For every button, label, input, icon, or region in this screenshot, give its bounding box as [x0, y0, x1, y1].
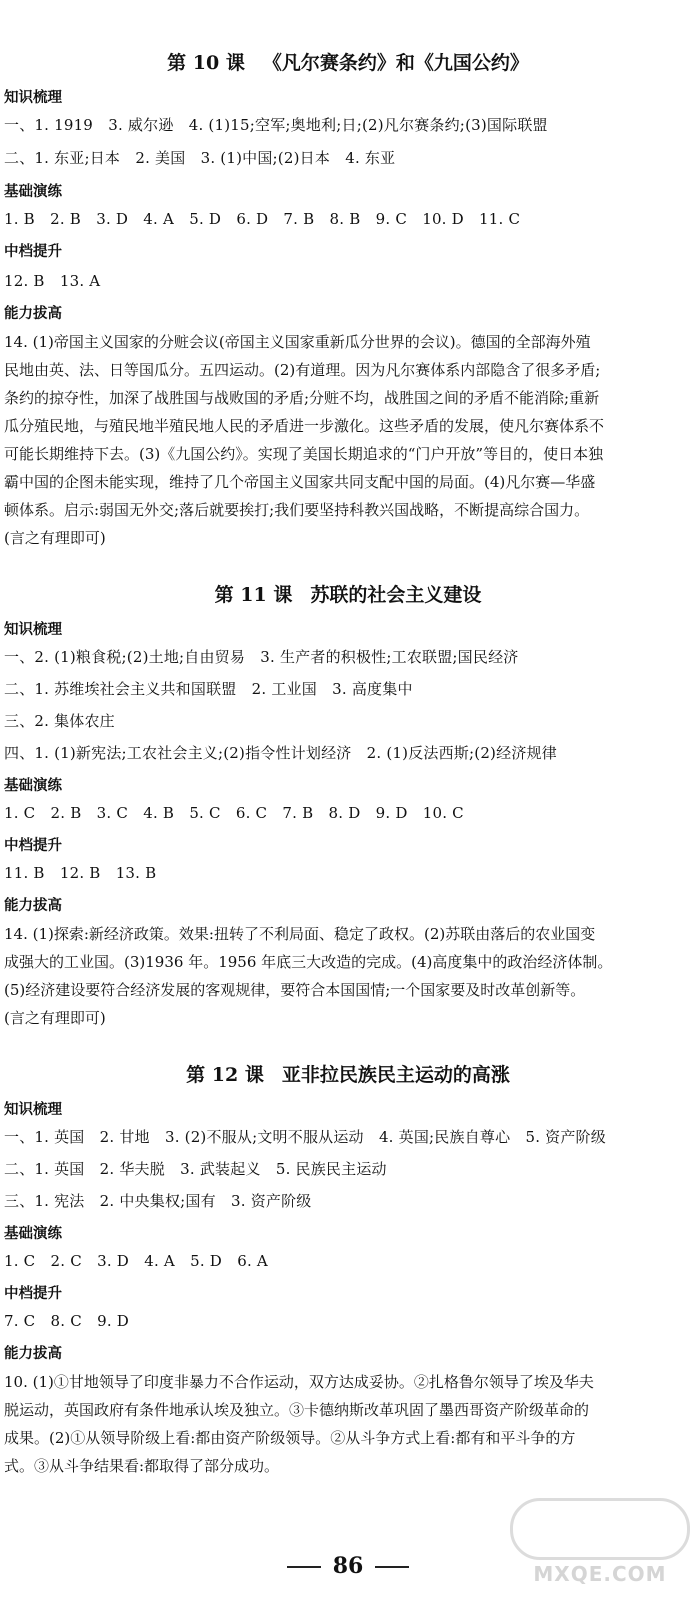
- lesson-10-knowledge-heading: 知识梳理: [4, 90, 62, 106]
- lesson-11-number: 第 11 课: [214, 584, 293, 606]
- lesson-11-knowledge-line-2: 二、1. 苏维埃社会主义共和国联盟 2. 工业国 3. 高度集中: [4, 680, 413, 698]
- paragraph-line: 10. (1)①甘地领导了印度非暴力不合作运动，双方达成妥协。②扎格鲁尔领导了埃及华夫: [4, 1373, 594, 1391]
- lesson-12-advanced-answer: [0, 1368, 696, 1480]
- lesson-10-name: 《凡尔赛条约》和《九国公约》: [262, 52, 529, 74]
- paragraph-line: 脱运动，英国政府有条件地承认埃及独立。③卡德纳斯改革巩固了墨西哥资产阶级革命的: [4, 1401, 590, 1419]
- paragraph-line: 成果。(2)①从领导阶级上看:都由资产阶级领导。②从斗争方式上看:都有和平斗争的方: [4, 1429, 576, 1447]
- lesson-11-basic-answers: 1. C 2. B 3. C 4. B 5. C 6. C 7. B 8. D 9. D 10. C: [4, 804, 464, 822]
- lesson-12-knowledge-heading: 知识梳理: [4, 1102, 62, 1118]
- lesson-11-advanced-answer: [0, 920, 696, 1032]
- lesson-11-title: [0, 580, 696, 607]
- paragraph-line: 14. (1)帝国主义国家的分赃会议(帝国主义国家重新瓜分世界的会议)。德国的全部海外殖: [4, 333, 591, 351]
- lesson-12-number: 第 12 课: [186, 1064, 264, 1086]
- lesson-12-title-row: [0, 1060, 696, 1087]
- paragraph-line: (言之有理即可): [4, 1009, 106, 1027]
- lesson-12-basic-heading: 基础演练: [4, 1226, 62, 1242]
- paragraph-line: 条约的掠夺性，加深了战胜国与战败国的矛盾;分赃不均，战胜国之间的矛盾不能消除;重新: [4, 389, 600, 407]
- lesson-10-number: 第 10 课: [167, 52, 245, 74]
- lesson-12-mid-heading: 中档提升: [4, 1286, 62, 1302]
- lesson-11-basic-heading: 基础演练: [4, 778, 62, 794]
- lesson-12-knowledge-line-1: 一、1. 英国 2. 甘地 3. (2)不服从;文明不服从运动 4. 英国;民族自尊心 5. 资产阶级: [4, 1128, 606, 1146]
- lesson-11-knowledge-line-4: 四、1. (1)新宪法;工农社会主义;(2)指令性计划经济 2. (1)反法西斯;(2)经济规律: [4, 744, 557, 762]
- lesson-10-advanced-answer: [0, 328, 696, 552]
- lesson-12-knowledge-line-2: 二、1. 英国 2. 华夫脱 3. 武装起义 5. 民族民主运动: [4, 1160, 387, 1178]
- paragraph-line: 式。③从斗争结果看:都取得了部分成功。: [4, 1457, 280, 1475]
- lesson-11-advanced-heading: 能力拔高: [4, 898, 62, 914]
- lesson-10-knowledge-line-2: 二、1. 东亚;日本 2. 美国 3. (1)中国;(2)日本 4. 东亚: [4, 149, 396, 167]
- lesson-12-basic-answers: 1. C 2. C 3. D 4. A 5. D 6. A: [4, 1252, 268, 1270]
- lesson-12-name: 亚非拉民族民主运动的高涨: [281, 1064, 510, 1086]
- paragraph-line: 顿体系。启示:弱国无外交;落后就要挨打;我们要坚持科教兴国战略，不断提高综合国力。: [4, 501, 590, 519]
- watermark-logo: [510, 1498, 690, 1594]
- lesson-10-title-row: [0, 48, 696, 75]
- lesson-12-mid-answers: 7. C 8. C 9. D: [4, 1312, 130, 1330]
- lesson-12-knowledge-line-3: 三、1. 宪法 2. 中央集权;国有 3. 资产阶级: [4, 1192, 312, 1210]
- watermark-seal: [510, 1498, 690, 1560]
- lesson-11-knowledge-line-3: 三、2. 集体农庄: [4, 712, 115, 730]
- lesson-11-title-row: [0, 580, 696, 607]
- lesson-10-title: [0, 48, 696, 75]
- lesson-11-knowledge-heading: 知识梳理: [4, 622, 62, 638]
- page-number-right-dash: [375, 1566, 409, 1568]
- lesson-10-knowledge-line-1: 一、1. 1919 3. 威尔逊 4. (1)15;空军;奥地利;日;(2)凡尔赛条约;(3)国际联盟: [4, 116, 548, 134]
- paragraph-line: 民地由英、法、日等国瓜分。五四运动。(2)有道理。因为凡尔赛体系内部隐含了很多矛盾;: [4, 361, 601, 379]
- watermark-url: MXQE.COM: [533, 1562, 667, 1586]
- paragraph-line: (5)经济建设要符合经济发展的客观规律，要符合本国国情;一个国家要及时改革创新等。: [4, 981, 586, 999]
- lesson-10-mid-answers: 12. B 13. A: [4, 272, 101, 290]
- lesson-11-mid-answers: 11. B 12. B 13. B: [4, 864, 157, 882]
- lesson-10-mid-heading: 中档提升: [4, 244, 62, 260]
- paragraph-line: 14. (1)探索:新经济政策。效果:扭转了不利局面、稳定了政权。(2)苏联由落后的农业国变: [4, 925, 596, 943]
- lesson-11-mid-heading: 中档提升: [4, 838, 62, 854]
- page-number-left-dash: [287, 1566, 321, 1568]
- paragraph-line: 可能长期维持下去。(3)《九国公约》。实现了美国长期追求的“门户开放”等目的，使日本独: [4, 445, 604, 463]
- paragraph-line: (言之有理即可): [4, 529, 106, 547]
- lesson-12-advanced-heading: 能力拔高: [4, 1346, 62, 1362]
- lesson-10-advanced-heading: 能力拔高: [4, 306, 62, 322]
- paragraph-line: 成强大的工业国。(3)1936 年。1956 年底三大改造的完成。(4)高度集中的政治经济体制。: [4, 953, 613, 971]
- lesson-12-title: [0, 1060, 696, 1087]
- lesson-10-basic-answers: 1. B 2. B 3. D 4. A 5. D 6. D 7. B 8. B 9. C 10. D 11. C: [4, 210, 521, 228]
- page-number-value: 86: [332, 1553, 364, 1579]
- paragraph-line: 瓜分殖民地，与殖民地半殖民地人民的矛盾进一步激化。这些矛盾的发展，使凡尔赛体系不: [4, 417, 605, 435]
- lesson-10-basic-heading: 基础演练: [4, 184, 62, 200]
- lesson-11-knowledge-line-1: 一、2. (1)粮食税;(2)土地;自由贸易 3. 生产者的积极性;工农联盟;国民经济: [4, 648, 519, 666]
- lesson-11-name: 苏联的社会主义建设: [310, 584, 482, 606]
- paragraph-line: 霸中国的企图未能实现，维持了几个帝国主义国家共同支配中国的局面。(4)凡尔赛—华盛: [4, 473, 596, 491]
